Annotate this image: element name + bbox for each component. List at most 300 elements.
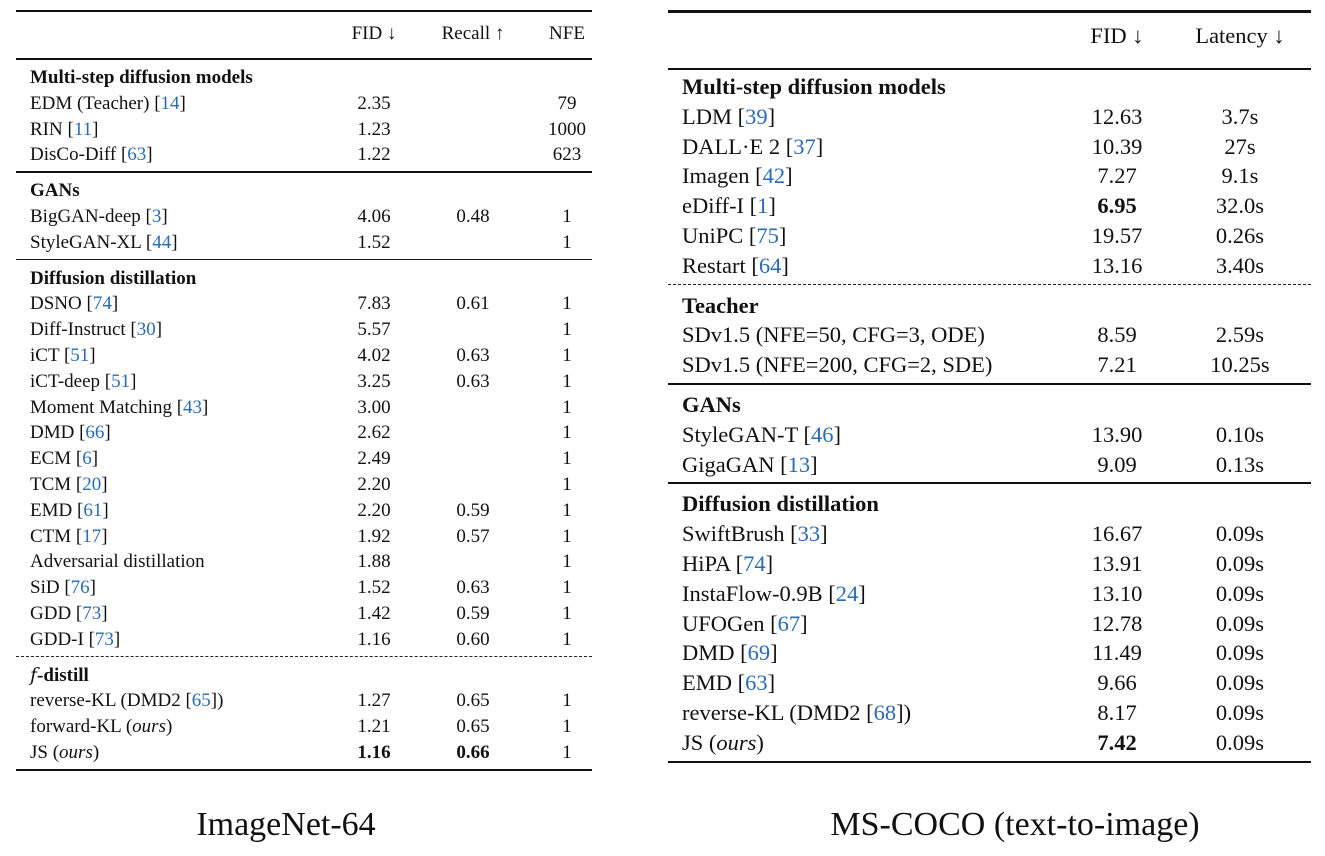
method-label: Moment Matching [ [30,396,184,418]
nfe-value: 1 [562,293,572,315]
method-name [30,230,178,256]
method-name [30,395,208,421]
method-name [30,91,186,117]
method-suffix: ) [92,742,100,763]
fid-value: 11.49 [1092,640,1142,666]
citation-link[interactable]: 65 [191,690,211,712]
method-label: DSNO [ [30,293,93,315]
table-row [668,549,1311,579]
recall-value: 0.61 [456,293,490,315]
recall-value: 0.60 [456,628,490,650]
method-suffix: ] [810,451,818,477]
fid-value: 1.52 [357,577,391,599]
section-rule [16,259,592,261]
latency-value: 2.59s [1215,322,1265,348]
method-label: BigGAN-deep [ [30,206,152,227]
citation-link[interactable]: 74 [743,551,766,576]
method-suffix: ] [146,144,153,166]
section-rule [668,383,1311,385]
method-label: DALL·E 2 [ [682,133,794,159]
citation-link[interactable]: 11 [73,118,93,140]
method-name [682,519,828,549]
recall-value: 0.65 [456,716,490,738]
fid-value: 1.16 [357,628,391,650]
method-label: forward-KL ( [30,716,133,738]
method-name [682,728,764,758]
method-name [682,221,786,251]
method-label: iCT-deep [ [30,370,112,392]
method-label: reverse-KL (DMD2 [ [682,700,874,725]
citation-link[interactable]: 42 [762,163,786,189]
method-label: DMD [ [30,422,86,444]
citation-link[interactable]: 20 [82,474,102,495]
nfe-value: 1 [562,422,572,444]
fid-value: 1.21 [357,716,391,738]
method-label: StyleGAN-T [ [682,421,811,447]
method-label: JS ( [30,742,60,763]
table-row [16,317,592,343]
method-suffix: ] [833,421,841,447]
method-suffix: ] [171,231,178,253]
section-title-label: Multi-step diffusion models [30,67,253,88]
citation-link[interactable]: 51 [70,345,90,366]
recall-value: 0.63 [456,345,490,366]
table-row [16,472,592,498]
section-title-text [30,663,89,689]
nfe-value: 1 [562,499,572,521]
method-label: EMD [ [30,499,84,521]
citation-link[interactable]: 63 [745,670,768,696]
table-row [668,638,1311,668]
fid-value: 7.27 [1097,163,1137,189]
latency-value: 0.09s [1215,580,1265,606]
method-suffix: ] [101,525,108,547]
table-row [16,601,592,627]
method-label: DMD [ [682,640,748,666]
fid-value: 2.62 [357,422,391,444]
latency-value: 0.10s [1215,421,1265,447]
nfe-value: 79 [557,92,577,114]
method-name [30,601,108,627]
method-label: Restart [ [682,252,759,278]
nfe-value: 1 [562,370,572,392]
table-row [16,740,592,766]
table-row [668,668,1311,698]
section-title-label: -distill [37,664,89,686]
citation-link[interactable]: 30 [136,319,156,341]
method-name [682,102,775,132]
nfe-value: 1 [562,690,572,712]
nfe-value: 1 [562,577,572,599]
recall-value: 0.59 [456,499,490,521]
section-title [16,266,592,292]
section-title-label: Diffusion distillation [30,267,197,289]
method-suffix: ]) [210,690,224,712]
citation-link[interactable]: 51 [111,370,131,392]
method-name [30,204,168,230]
citation-link[interactable]: 3 [151,206,162,227]
citation-link[interactable]: 24 [835,580,859,606]
table-row [16,117,592,143]
method-suffix: ] [101,603,108,624]
method-label: Adversarial distillation [30,551,205,573]
section-title [668,291,1311,321]
method-label: eDiff-I [ [682,193,758,219]
method-label: ECM [ [30,448,83,470]
fid-value: 9.09 [1097,451,1137,477]
method-name [30,714,172,740]
citation-link[interactable]: 13 [787,451,811,477]
col-latency-header: Latency ↓ [1195,23,1285,48]
citation-link[interactable]: 6 [82,448,92,470]
method-suffix: ] [770,640,778,666]
method-name [30,498,109,524]
table-row [668,251,1311,281]
citation-link[interactable]: 33 [797,521,821,547]
method-label: iCT [ [30,345,71,366]
nfe-value: 1 [562,319,572,341]
section-title [668,390,1311,420]
method-name [30,446,98,472]
fid-value: 2.35 [357,92,391,114]
top-rule [16,10,592,12]
nfe-value: 1 [562,474,572,495]
section-title-text [682,72,946,102]
fid-value: 2.49 [357,448,391,470]
section-rule [668,482,1311,484]
nfe-value: 1 [562,231,572,253]
table-row [16,549,592,575]
header-rule [16,58,592,60]
citation-link[interactable]: 17 [82,525,102,547]
method-suffix: ] [768,193,776,219]
method-name [30,688,223,714]
method-name [30,472,108,498]
method-suffix: ] [202,396,209,418]
nfe-value: 1 [562,628,572,650]
fid-value: 1.27 [357,690,391,712]
citation-link[interactable]: 63 [127,144,147,166]
method-label: SDv1.5 (NFE=200, CFG=2, SDE) [682,352,993,378]
nfe-value: 1 [562,716,572,738]
method-suffix: ] [815,133,824,159]
latency-value: 27s [1224,133,1256,159]
citation-link[interactable]: 14 [160,92,180,114]
right-caption: MS-COCO (text-to-image) [830,806,1200,843]
method-name [30,740,99,766]
fid-value: 2.20 [357,499,391,521]
method-name [682,191,776,221]
method-name [682,668,775,698]
method-suffix: ] [781,252,789,278]
latency-value: 3.40s [1215,252,1265,278]
method-suffix: ] [765,551,774,576]
table-row [668,132,1311,162]
col-fid-header: FID ↓ [1090,23,1144,48]
col-nfe-header: NFE [549,23,585,44]
fid-value: 1.42 [357,603,391,624]
fid-value: 1.16 [357,742,391,763]
fid-value: 12.63 [1091,103,1143,129]
method-label: UFOGen [ [682,610,778,636]
method-suffix: ] [800,610,808,636]
method-name [30,317,162,343]
table-row [16,91,592,117]
method-name [30,142,153,168]
table-row [668,698,1311,728]
fid-value: 12.78 [1091,610,1143,636]
latency-value: 0.09s [1215,700,1265,725]
method-name [682,161,793,191]
col-recall-header: Recall ↑ [441,23,505,44]
fid-value: 10.39 [1091,133,1143,159]
table-row [668,320,1311,350]
table-row [16,204,592,230]
method-name [30,549,205,575]
method-suffix: ] [104,422,111,444]
method-label: CTM [ [30,525,83,547]
table-row [16,627,592,653]
nfe-value: 1 [562,525,572,547]
latency-value: 0.09s [1215,610,1265,636]
nfe-value: 1 [562,742,572,763]
table-row [668,221,1311,251]
section-title-label: Multi-step diffusion models [682,74,946,99]
method-name [682,579,866,609]
method-suffix: ] [102,499,109,521]
recall-value: 0.63 [456,370,490,392]
dashed-separator [16,656,592,657]
fid-value: 7.83 [357,293,391,315]
latency-value: 0.26s [1215,223,1265,248]
nfe-value: 1 [562,603,572,624]
method-suffix: ] [767,670,776,696]
table-row [16,343,592,369]
method-name [30,343,96,369]
method-label: Imagen [ [682,163,763,189]
nfe-value: 1 [562,345,572,366]
recall-value: 0.65 [456,690,490,712]
table-row [16,369,592,395]
citation-link[interactable]: 74 [92,293,112,315]
citation-link[interactable]: 66 [85,422,105,444]
fid-value: 1.92 [357,525,391,547]
method-label: GDD [ [30,603,83,624]
table-row [16,714,592,740]
table-row [16,524,592,550]
fid-value: 16.67 [1091,521,1143,547]
section-title-label: Diffusion distillation [682,491,879,517]
table-row [16,498,592,524]
section-title [668,489,1311,519]
table-row [668,350,1311,380]
fid-value: 4.06 [357,206,391,227]
section-rule [16,171,592,173]
method-label: UniPC [ [682,223,757,248]
table-row [16,142,592,168]
method-label: HiPA [ [682,551,744,576]
method-name [682,420,841,450]
citation-link[interactable]: 1 [757,193,769,219]
col-fid-header: FID ↓ [351,23,397,44]
fid-value: 6.95 [1097,193,1137,219]
fid-value: 13.90 [1091,421,1143,447]
citation-link[interactable]: 43 [183,396,203,418]
method-suffix: ] [767,103,776,129]
recall-value: 0.57 [456,525,490,547]
citation-link[interactable]: 37 [793,133,816,159]
method-label: GDD-I [ [30,628,95,650]
method-suffix: ] [130,370,137,392]
method-label: SDv1.5 (NFE=50, CFG=3, ODE) [682,322,985,348]
fid-value: 13.91 [1091,551,1143,576]
method-label: InstaFlow-0.9B [ [682,580,836,606]
nfe-value: 1 [562,551,572,573]
table-row [16,291,592,317]
method-suffix: ] [161,206,168,227]
method-suffix: ] [101,474,108,495]
method-suffix: ] [89,345,96,366]
method-name [30,420,111,446]
section-title [16,65,592,91]
method-name [682,609,808,639]
nfe-value: 1000 [548,118,586,140]
section-title-text [682,390,741,420]
section-title [16,663,592,689]
section-title-text [30,65,253,91]
table-row [668,420,1311,450]
table-row [668,102,1311,132]
method-name [682,320,985,350]
nfe-value: 1 [562,206,572,227]
table-row [16,688,592,714]
fid-value: 9.66 [1097,670,1137,696]
method-name [682,450,818,480]
header-row [668,21,1311,51]
citation-link[interactable]: 76 [70,577,90,599]
method-suffix: ]) [896,700,912,725]
method-label: SwiftBrush [ [682,521,798,547]
fid-value: 3.25 [357,370,391,392]
method-name [682,350,992,380]
section-title-text [682,489,879,519]
method-label: StyleGAN-XL [ [30,231,153,253]
method-name [682,698,911,728]
latency-value: 0.09s [1215,521,1265,547]
method-name [30,117,98,143]
method-suffix: ] [92,118,99,140]
latency-value: 0.09s [1215,670,1265,696]
method-italic: ours [132,716,166,738]
fid-value: 7.42 [1097,729,1137,755]
citation-link[interactable]: 44 [152,231,172,253]
latency-value: 0.09s [1215,551,1265,576]
imagenet-table [16,10,592,785]
header-rule [668,68,1311,70]
citation-link[interactable]: 73 [94,628,114,650]
citation-link[interactable]: 73 [82,603,102,624]
citation-link[interactable]: 68 [873,700,897,725]
method-suffix: ] [179,92,186,114]
fid-value: 19.57 [1091,223,1143,248]
method-suffix: ] [89,577,96,599]
table-row [16,395,592,421]
table-row [16,230,592,256]
table-row [668,191,1311,221]
section-title-label: GANs [30,180,80,202]
table-row [668,161,1311,191]
latency-value: 0.13s [1215,451,1265,477]
bottom-rule [16,769,592,772]
recall-value: 0.59 [456,603,490,624]
nfe-value: 1 [562,448,572,470]
latency-value: 3.7s [1221,103,1259,129]
method-suffix: ] [91,448,99,470]
latency-value: 10.25s [1210,352,1270,378]
section-title-text [30,266,196,292]
dashed-separator [668,284,1311,285]
section-title [16,178,592,204]
method-italic: ours [59,742,93,763]
fid-value: 13.16 [1091,252,1143,278]
fid-value: 1.23 [357,118,391,140]
citation-link[interactable]: 39 [745,103,768,129]
latency-value: 0.09s [1215,640,1265,666]
method-name [682,549,773,579]
citation-link[interactable]: 61 [83,499,103,521]
method-label: SiD [ [30,577,71,599]
method-name [30,575,96,601]
latency-value: 32.0s [1215,193,1265,219]
bottom-rule [668,761,1311,764]
section-title-text [682,291,759,321]
method-label: JS ( [682,729,717,755]
fid-value: 7.21 [1097,352,1137,378]
fid-value: 13.10 [1091,580,1143,606]
method-name [30,627,120,653]
method-label: TCM [ [30,474,83,495]
header-row [16,21,592,47]
citation-link[interactable]: 46 [810,421,834,447]
mscoco-table [668,10,1311,785]
citation-link[interactable]: 69 [747,640,771,666]
latency-value: 9.1s [1221,163,1259,189]
nfe-value: 1 [562,396,572,418]
section-title [668,72,1311,102]
table-row [668,579,1311,609]
citation-link[interactable]: 75 [756,223,779,248]
fid-value: 1.88 [357,551,391,573]
fid-value: 3.00 [357,396,391,418]
recall-value: 0.66 [456,742,490,763]
table-row [668,519,1311,549]
citation-link[interactable]: 67 [777,610,801,636]
top-rule [668,10,1311,13]
fid-value: 1.52 [357,231,391,253]
section-title-label: GANs [682,392,741,417]
citation-link[interactable]: 64 [758,252,782,278]
method-suffix: ] [778,223,787,248]
latency-value: 0.09s [1215,729,1265,755]
method-suffix: ] [820,521,828,547]
table-row [16,575,592,601]
method-label: reverse-KL (DMD2 [ [30,690,192,712]
f-symbol: f [30,663,38,686]
method-name [30,524,108,550]
method-name [682,251,789,281]
method-name [30,291,118,317]
method-name [682,132,823,162]
